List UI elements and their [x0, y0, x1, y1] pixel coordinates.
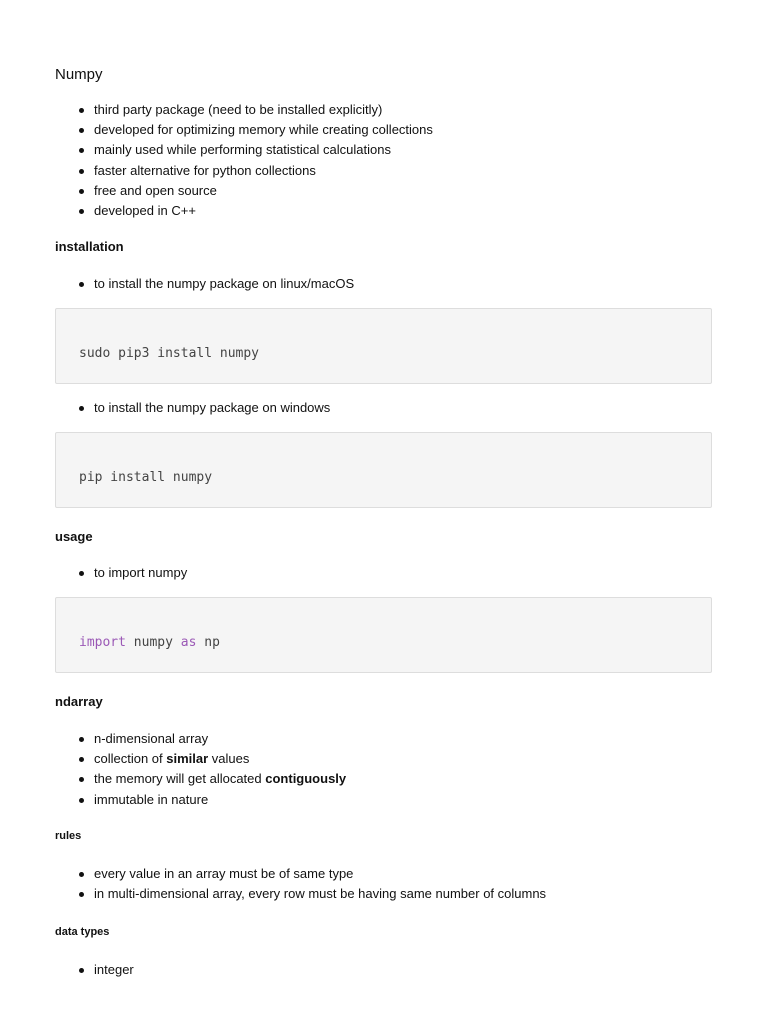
- list-item-text: values: [208, 751, 250, 767]
- ndarray-heading: ndarray: [55, 694, 103, 709]
- list-item: developed in C++: [55, 201, 715, 221]
- code-module: numpy: [125, 635, 181, 650]
- list-item: to import numpy: [55, 563, 715, 583]
- list-item-text: the memory will get allocated: [94, 771, 266, 787]
- list-item-text: collection of: [94, 751, 167, 767]
- code-line: [79, 635, 220, 650]
- list-item: to install the numpy package on linux/macOS: [55, 274, 715, 294]
- rules-heading: rules: [55, 830, 82, 842]
- list-item: free and open source: [55, 181, 715, 201]
- list-item: to install the numpy package on windows: [55, 398, 715, 418]
- usage-list: [55, 563, 715, 583]
- ndarray-list: [55, 729, 715, 810]
- installation-windows-list: [55, 398, 715, 418]
- code-keyword: as: [180, 635, 197, 650]
- intro-list: [55, 100, 715, 221]
- installation-linux-list: [55, 274, 715, 294]
- list-item: n-dimensional array: [55, 729, 715, 749]
- list-item: mainly used while performing statistical calculations: [55, 140, 715, 160]
- code-block-linux-install: [55, 308, 712, 384]
- rules-list: [55, 864, 715, 904]
- code-block-windows-install: [55, 432, 712, 508]
- code-line: sudo pip3 install numpy: [79, 346, 260, 361]
- bold-text: contiguously: [265, 771, 347, 787]
- list-item: [55, 769, 715, 789]
- list-item: immutable in nature: [55, 790, 715, 810]
- usage-heading: usage: [55, 529, 93, 544]
- list-item: developed for optimizing memory while creating collections: [55, 120, 715, 140]
- code-line: pip install numpy: [79, 470, 213, 485]
- code-block-import: [55, 597, 712, 673]
- list-item: faster alternative for python collections: [55, 161, 715, 181]
- page-title: Numpy: [55, 66, 103, 83]
- code-alias: np: [196, 635, 220, 650]
- code-keyword: import: [79, 635, 126, 650]
- data-types-list: [55, 960, 715, 980]
- data-types-heading: data types: [55, 926, 110, 938]
- list-item: integer: [55, 960, 715, 980]
- list-item: every value in an array must be of same type: [55, 864, 715, 884]
- list-item: third party package (need to be installed explicitly): [55, 100, 715, 120]
- bold-text: similar: [166, 751, 209, 767]
- list-item: in multi-dimensional array, every row must be having same number of columns: [55, 884, 715, 904]
- list-item: [55, 749, 715, 769]
- installation-heading: installation: [55, 239, 124, 254]
